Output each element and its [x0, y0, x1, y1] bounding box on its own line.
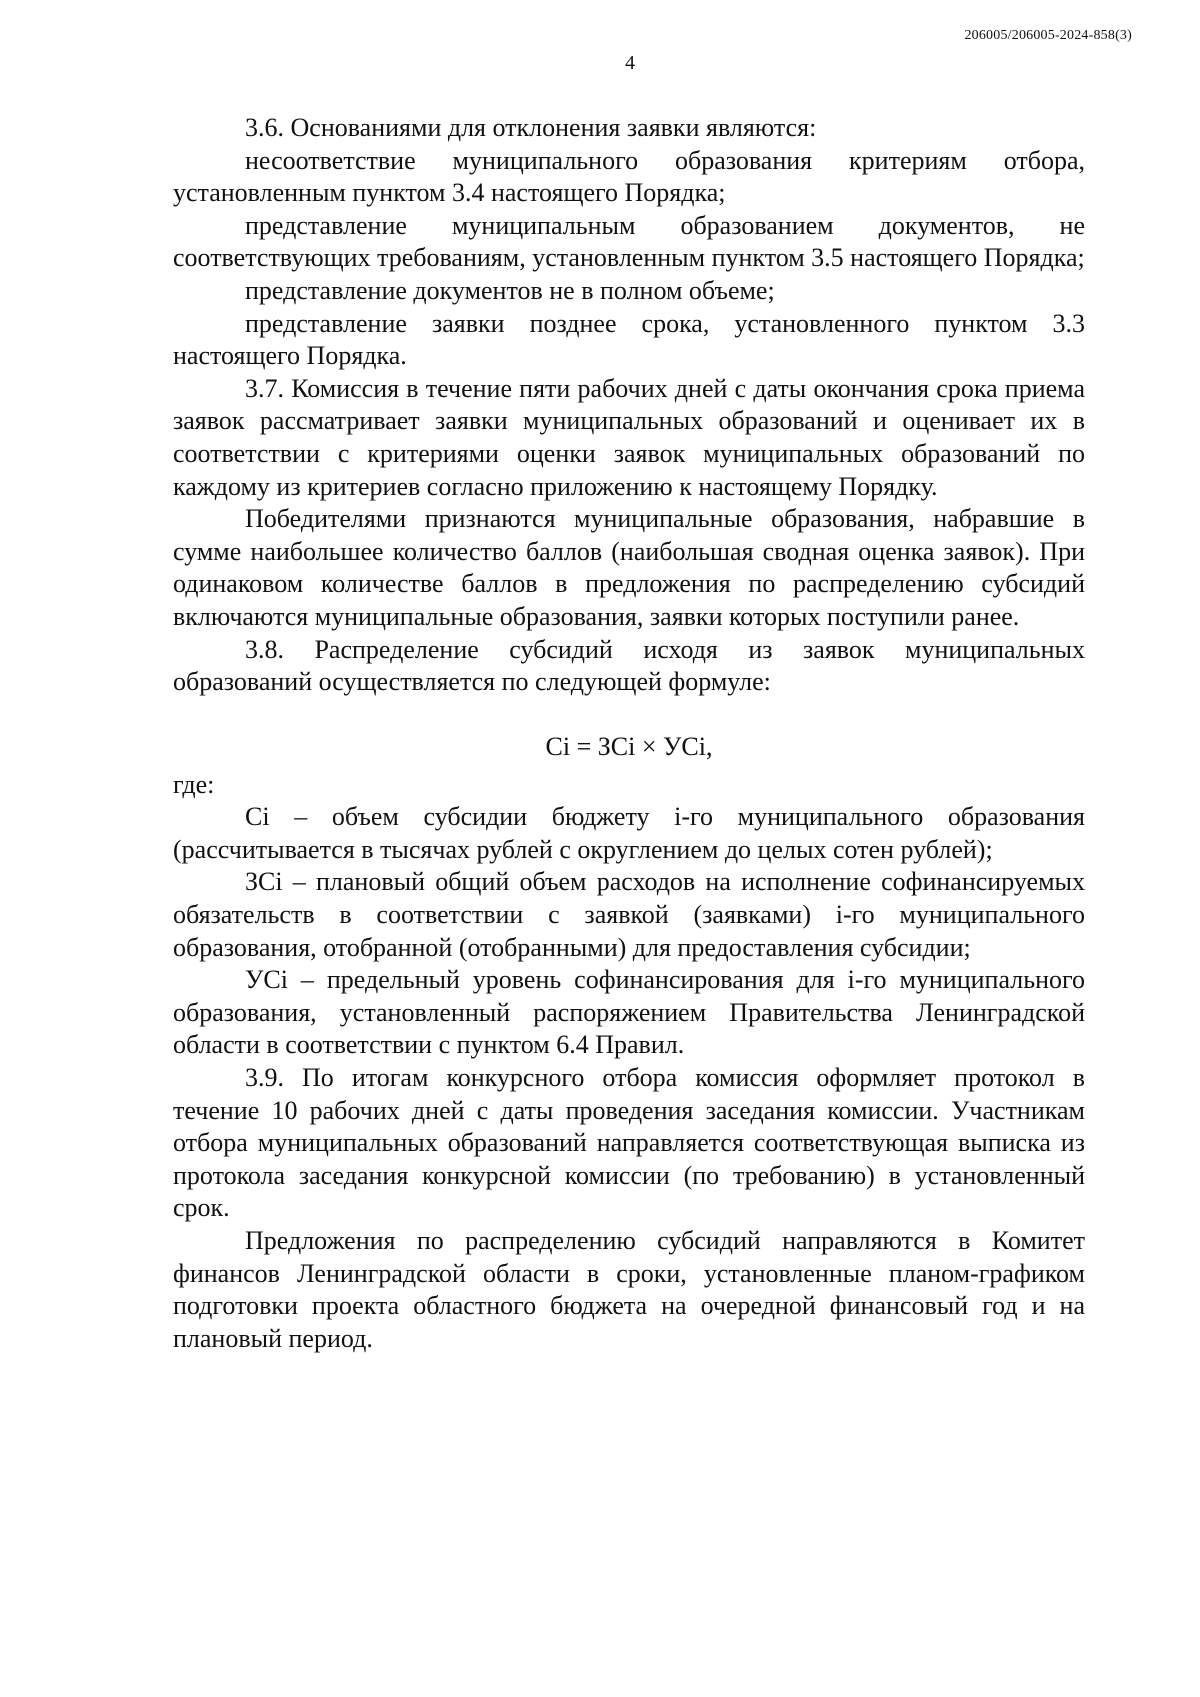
document-body	[173, 112, 1085, 1355]
definition-ci: Ci – объем субсидии бюджету i-го муниципального образования (рассчитывается в тысячах рублей с округлением до целых сотен рублей);	[173, 802, 1085, 864]
paragraph-3-7: 3.7. Комиссия в течение пяти рабочих дней с даты окончания срока приема заявок рассматривает заявки муниципальных образований и оценивает их в соответствии с критериями оценки заявок муниципальных образований по каждому из критериев согласно приложению к настоящему Порядку.	[173, 373, 1085, 501]
paragraph-3-6: 3.6. Основаниями для отклонения заявки являются:	[245, 113, 817, 142]
page-number: 4	[625, 52, 635, 74]
paragraph-documents-mismatch: представление муниципальным образованием документов, не соответствующих требованиям, установленным пунктом 3.5 настоящего Порядка;	[173, 210, 1085, 273]
paragraph-late-submission: представление заявки позднее срока, установленного пунктом 3.3 настоящего Порядка.	[173, 308, 1085, 371]
where-label: где:	[173, 769, 215, 799]
subsidy-formula: Ci = ЗCi × УCi,	[545, 731, 713, 761]
paragraph-incomplete-documents: представление документов не в полном объеме;	[245, 275, 775, 305]
paragraph-winners: Победителями признаются муниципальные образования, набравшие в сумме наибольшее количество баллов (наибольшая сводная оценка заявок). При одинаковом количестве баллов в предложения по распределению субсидий включаются муниципальные образования, заявки которых поступили ранее.	[173, 504, 1085, 631]
paragraph-proposals: Предложения по распределению субсидий направляются в Комитет финансов Ленинградской области в сроки, установленные планом-графиком подготовки проекта областного бюджета на очередной финансовый год и на плановый период.	[173, 1226, 1085, 1353]
definition-uci: УCi – предельный уровень софинансирования для i-го муниципального образования, установленный распоряжением Правительства Ленинградской области в соответствии с пунктом 6.4 Правил.	[173, 965, 1085, 1060]
paragraph-criteria-mismatch: несоответствие муниципального образования критериям отбора, установленным пунктом 3.4 настоящего Порядка;	[173, 145, 1085, 208]
definition-zci: ЗCi – плановый общий объем расходов на исполнение софинансируемых обязательств в соответствии с заявкой (заявками) i-го муниципального образования, отобранной (отобранными) для предоставления субсидии;	[173, 867, 1085, 962]
paragraph-3-8: 3.8. Распределение субсидий исходя из заявок муниципальных образований осуществляется по следующей формуле:	[173, 634, 1085, 697]
paragraph-3-9: 3.9. По итогам конкурсного отбора комиссия оформляет протокол в течение 10 рабочих дней с даты проведения заседания комиссии. Участникам отбора муниципальных образований направляется соответствующая выписка из протокола заседания конкурсной комиссии (по требованию) в установленный срок.	[173, 1063, 1085, 1223]
document-id: 206005/206005-2024-858(3)	[964, 28, 1132, 43]
